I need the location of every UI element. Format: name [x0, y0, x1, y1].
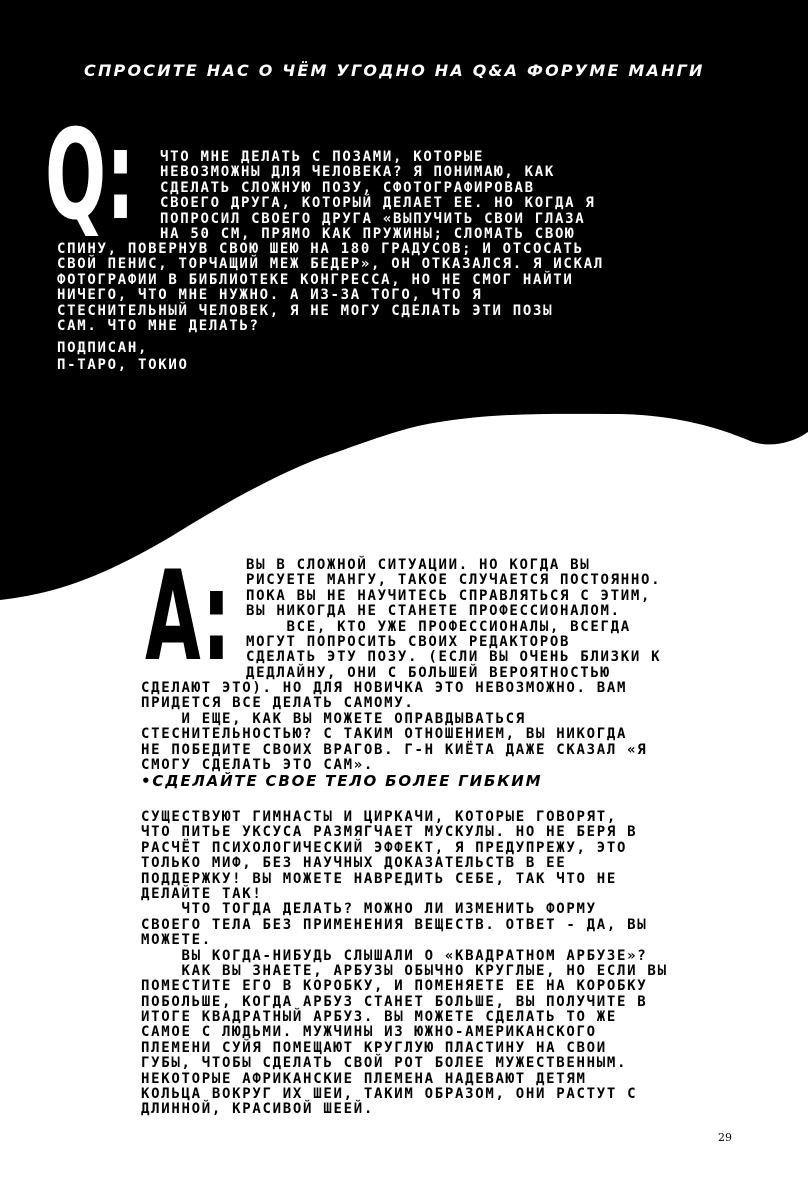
question-line: СДЕЛАТЬ СЛОЖНУЮ ПОЗУ, СФОТОГРАФИРОВАВ [160, 179, 535, 196]
answer-line: ВСЕ, КТО УЖЕ ПРОФЕССИОНАЛЫ, ВСЕГДА [246, 618, 631, 635]
answer-text-full [141, 681, 647, 773]
question-line: ПОПРОСИЛ СВОЕГО ДРУГА «ВЫПУЧИТЬ СВОИ ГЛАЗА [160, 210, 586, 227]
answer-line: НЕ ПОБЕДИТЕ СВОИХ ВРАГОВ. Г-Н КИЁТА ДАЖЕ СКАЗАЛ «Я [141, 741, 648, 758]
answer-line: СДЕЛАЮТ ЭТО). НО ДЛЯ НОВИЧКА ЭТО НЕВОЗМОЖНО. ВАМ [141, 680, 628, 696]
body-line: ПОДДЕРЖКУ! ВЫ МОЖЕТЕ НАВРЕДИТЬ СЕБЕ, ТАК ЧТО НЕ [141, 870, 618, 887]
body-line: НЕКОТОРЫЕ АФРИКАНСКИЕ ПЛЕМЕНА НАДЕВАЮТ ДЕТЯМ [141, 1070, 587, 1087]
question-signature [57, 340, 189, 374]
body-line: ПЛЕМЕНИ СУЙЯ ПОМЕЩАЮТ КРУГЛУЮ ПЛАСТИНУ НА СВОИ [141, 1039, 607, 1056]
body-line: САМОЕ С ЛЮДЬМИ. МУЖЧИНЫ ИЗ ЮЖНО-АМЕРИКАНСКОГО [141, 1024, 597, 1041]
signature-line: ПОДПИСАН, [57, 340, 149, 356]
question-line: СПИНУ, ПОВЕРНУВ СВОЮ ШЕЮ НА 180 ГРАДУСОВ; И ОТСОСАТЬ [57, 241, 584, 257]
answer-line: ПОКА ВЫ НЕ НАУЧИТЕСЬ СПРАВЛЯТЬСЯ С ЭТИМ, [246, 587, 652, 604]
question-marker: Q: [45, 104, 135, 248]
body-line: ЧТО ТОГДА ДЕЛАТЬ? МОЖНО ЛИ ИЗМЕНИТЬ ФОРМУ [141, 901, 597, 918]
body-line: ПОБОЛЬШЕ, КОГДА АРБУЗ СТАНЕТ БОЛЬШЕ, ВЫ ПОЛУЧИТЕ В [141, 993, 648, 1010]
question-line: НЕВОЗМОЖНЫ ДЛЯ ЧЕЛОВЕКА? Я ПОНИМАЮ, КАК [160, 164, 556, 181]
page-number: 29 [718, 1131, 732, 1144]
body-line: РАСЧЁТ ПСИХОЛОГИЧЕСКИЙ ЭФФЕКТ, Я ПРЕДУПРЕЖУ, ЭТО [141, 839, 628, 856]
answer-line: ВЫ В СЛОЖНОЙ СИТУАЦИИ. НО КОГДА ВЫ [246, 557, 591, 573]
body-line: СВОЕГО ТЕЛА БЕЗ ПРИМЕНЕНИЯ ВЕЩЕСТВ. ОТВЕТ - ДА, ВЫ [141, 916, 648, 933]
question-line: СВОЕГО ДРУГА, КОТОРЫЙ ДЕЛАЕТ ЕЕ. НО КОГДА Я [160, 195, 596, 212]
question-line: НА 50 СМ, ПРЯМО КАК ПРУЖИНЫ; СЛОМАТЬ СВОЮ [160, 225, 576, 242]
answer-marker: A: [145, 545, 231, 689]
body-line: ГУБЫ, ЧТОБЫ СДЕЛАТЬ СВОЙ РОТ БОЛЕЕ МУЖЕСТВЕННЫМ. [141, 1055, 628, 1072]
body-line: ТОЛЬКО МИФ, БЕЗ НАУЧНЫХ ДОКАЗАТЕЛЬСТВ В ЕЕ [141, 855, 567, 872]
body-line: СУЩЕСТВУЮТ ГИМНАСТЫ И ЦИРКАЧИ, КОТОРЫЕ ГОВОРЯТ, [141, 809, 618, 825]
question-line: СТЕСНИТЕЛЬНЫЙ ЧЕЛОВЕК, Я НЕ МОГУ СДЕЛАТЬ ЭТИ ПОЗЫ [57, 302, 554, 319]
body-line: КОЛЬЦА ВОКРУГ ИХ ШЕИ, ТАКИМ ОБРАЗОМ, ОНИ РАСТУТ С [141, 1086, 638, 1103]
answer-line: И ЕЩЕ, КАК ВЫ МОЖЕТЕ ОПРАВДЫВАТЬСЯ [141, 710, 526, 727]
answer-body [141, 810, 668, 1118]
body-line: ЧТО ПИТЬЕ УКСУСА РАЗМЯГЧАЕТ МУСКУЛЫ. НО НЕ БЕРЯ В [141, 824, 638, 841]
question-line: СВОЙ ПЕНИС, ТОРЧАЩИЙ МЕЖ БЕДЕР», ОН ОТКАЗАЛСЯ. Я ИСКАЛ [57, 256, 604, 273]
body-line: ПОМЕСТИТЕ ЕГО В КОРОБКУ, И ПОМЕНЯЕТЕ ЕЕ НА КОРОБКУ [141, 978, 648, 995]
question-line: НИЧЕГО, ЧТО МНЕ НУЖНО. А ИЗ-ЗА ТОГО, ЧТО Я [57, 287, 483, 304]
answer-line: МОГУТ ПОПРОСИТЬ СВОИХ РЕДАКТОРОВ [246, 633, 571, 650]
answer-text-indented [246, 558, 661, 681]
answer-line: РИСУЕТЕ МАНГУ, ТАКОЕ СЛУЧАЕТСЯ ПОСТОЯННО. [246, 572, 662, 589]
body-line: ДЛИННОЙ, КРАСИВОЙ ШЕЕЙ. [141, 1101, 374, 1118]
answer-line: СТЕСНИТЕЛЬНОСТЬЮ? С ТАКИМ ОТНОШЕНИЕМ, ВЫ НИКОГДА [141, 726, 628, 743]
body-line: КАК ВЫ ЗНАЕТЕ, АРБУЗЫ ОБЫЧНО КРУГЛЫЕ, НО ЕСЛИ ВЫ [141, 962, 668, 979]
signature-author: П-ТАРО, ТОКИО [57, 357, 189, 373]
question-line: САМ. ЧТО МНЕ ДЕЛАТЬ? [57, 317, 260, 334]
forum-title: СПРОСИТЕ НАС О ЧЁМ УГОДНО НА Q&A ФОРУМЕ МАНГИ [84, 61, 705, 80]
question-line: ФОТОГРАФИИ В БИБЛИОТЕКЕ КОНГРЕССА, НО НЕ СМОГ НАЙТИ [57, 271, 574, 288]
body-line: ДЕЛАЙТЕ ТАК! [141, 885, 263, 902]
body-line: ИТОГЕ КВАДРАТНЫЙ АРБУЗ. ВЫ МОЖЕТЕ СДЕЛАТЬ ТО ЖЕ [141, 1009, 618, 1026]
answer-line: СДЕЛАТЬ ЭТУ ПОЗУ. (ЕСЛИ ВЫ ОЧЕНЬ БЛИЗКИ К [246, 649, 662, 666]
question-text-full [57, 242, 604, 334]
section-subheading: •СДЕЛАЙТЕ СВОЕ ТЕЛО БОЛЕЕ ГИБКИМ [141, 772, 543, 790]
answer-line: ДЕДЛАЙНУ, ОНИ С БОЛЬШЕЙ ВЕРОЯТНОСТЬЮ [246, 664, 611, 681]
answer-line: СМОГУ СДЕЛАТЬ ЭТО САМ». [141, 756, 374, 773]
answer-line: ПРИДЕТСЯ ВСЕ ДЕЛАТЬ САМОМУ. [141, 695, 415, 712]
question-text-indented [160, 150, 596, 242]
answer-line: ВЫ НИКОГДА НЕ СТАНЕТЕ ПРОФЕССИОНАЛОМ. [246, 603, 621, 620]
body-line: МОЖЕТЕ. [141, 932, 212, 949]
question-line: ЧТО МНЕ ДЕЛАТЬ С ПОЗАМИ, КОТОРЫЕ [160, 149, 485, 165]
body-line: ВЫ КОГДА-НИБУДЬ СЛЫШАЛИ О «КВАДРАТНОМ АРБУЗЕ»? [141, 947, 648, 964]
